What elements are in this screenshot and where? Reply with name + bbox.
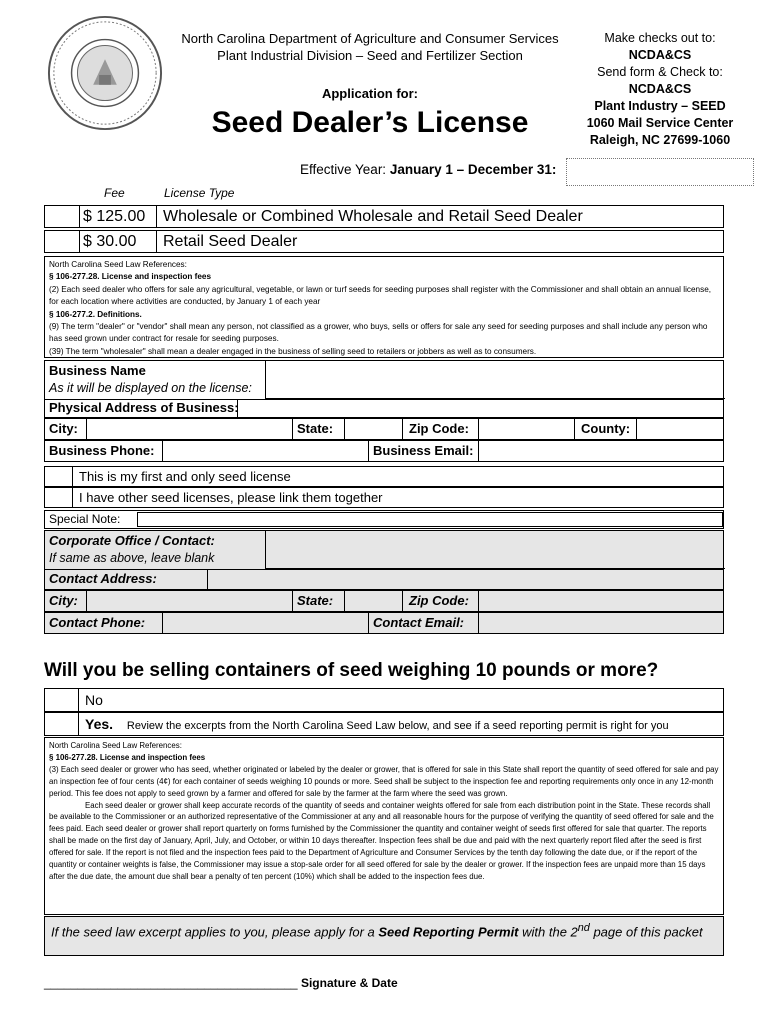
- corporate-contact-block: [44, 530, 724, 590]
- business-city-row: [44, 418, 724, 440]
- answer-no-row: [44, 688, 724, 712]
- state-input[interactable]: [345, 419, 403, 439]
- law-section: § 106-277.28. License and inspection fees: [49, 272, 212, 282]
- business-name-note: As it will be displayed on the license:: [49, 381, 252, 395]
- seed-law-references-2: [44, 737, 724, 915]
- license-type: Retail Seed Dealer: [163, 233, 298, 250]
- corporate-note: If same as above, leave blank: [49, 551, 215, 565]
- contact-address-input[interactable]: [207, 569, 725, 591]
- business-name-label: Business Name: [49, 363, 146, 378]
- business-email-input[interactable]: [479, 441, 725, 461]
- signature-line: [44, 976, 398, 990]
- first-license-label: This is my first and only seed license: [79, 469, 291, 484]
- permit-note: [44, 916, 724, 956]
- law-paragraph: (3) Each seed dealer or grower who has seed, whether originated or labeled by the dealer or grower, that is offered for sale in this State shall report the quantity of seed offered for sale and pay an inspection fee of four cents (4¢) for each container of seeds weighing 10 pounds or more. Seed shall be subject to the inspection fee and reporting requirements only once in any 12-month period. This fee does not apply to seed grown by a farmer and offered for sale by the farmer at the farm where the seed was grown.: [49, 764, 719, 798]
- law-heading: North Carolina Seed Law References:: [49, 260, 187, 269]
- contact-zip-label: Zip Code:: [403, 591, 479, 611]
- recipient-city: Raleigh, NC 27699-1060: [589, 133, 731, 147]
- contact-email-input[interactable]: [479, 613, 725, 633]
- contact-city-row: [44, 590, 724, 612]
- contact-phone-label: Contact Phone:: [45, 613, 163, 633]
- recipient-dept: Plant Industry – SEED: [594, 99, 726, 113]
- effective-year-input[interactable]: [566, 158, 754, 186]
- county-label: County:: [575, 419, 637, 439]
- division-name: Plant Industrial Division – Seed and Fertilizer Section: [217, 48, 523, 63]
- business-name-input[interactable]: [265, 361, 725, 399]
- business-email-label: Business Email:: [369, 441, 479, 461]
- law-paragraph: Each seed dealer or grower shall keep accurate records of the quantity of seeds and container weights offered for sale from each distribution point in the State. These records shall be available to the Commissioner or an authorized representative of the Commissioner at any and all reasonable hours for the purpose of verifying the quantity of seed offered for sale and the fees paid. Each seed dealer or grower shall report quarterly on forms furnished by the Commissioner the quantity and container weight of seeds first offered for sale that quarter. The reports shall be made on the first day of January, April, July, and October, or within 10 days thereafter. Inspection fees shall be due and paid with the next quarterly report filed after the seed is first offered for sale. If the report is not filed and the inspection fees paid to the Department of Agriculture and Consumer Services by the tenth day following the date due, or if the report of the quantity or container weights is false, the Commissioner may issue a stop-sale order for all seed offered for sale by the dealer or grower. If the inspection fees are unpaid more than 15 days after the due date, the amount due shall bear a penalty of ten percent (10%) which shall be added to the inspection fees due.: [49, 800, 714, 881]
- link-licenses-option: [44, 487, 724, 508]
- fee-amount: $ 30.00: [79, 231, 157, 252]
- department-name: North Carolina Department of Agriculture and Consumer Services: [181, 31, 559, 46]
- effective-year: [300, 162, 556, 177]
- retail-checkbox[interactable]: [45, 231, 80, 252]
- city-label: City:: [45, 419, 87, 439]
- business-phone-label: Business Phone:: [45, 441, 163, 461]
- ordinal-suffix: nd: [577, 922, 590, 934]
- city-input[interactable]: [87, 419, 293, 439]
- answer-yes-row: [44, 712, 724, 736]
- application-for-label: Application for:: [321, 86, 419, 101]
- ncda-seal-logo: [46, 14, 164, 132]
- contact-city-label: City:: [45, 591, 87, 611]
- contact-city-input[interactable]: [87, 591, 293, 611]
- law-paragraph: (39) The term "wholesaler" shall mean a dealer engaged in the business of selling seed to retailers or jobbers as well as to consumers.: [49, 346, 537, 356]
- send-label: Send form & Check to:: [597, 65, 723, 79]
- law-section: § 106-277.2. Definitions.: [49, 309, 142, 319]
- answer-no-checkbox[interactable]: [45, 689, 79, 711]
- payee: NCDA&CS: [628, 48, 692, 62]
- license-type-column-header: License Type: [164, 186, 235, 200]
- business-phone-row: [44, 440, 724, 462]
- page-title: Seed Dealer’s License: [211, 106, 529, 139]
- contact-state-input[interactable]: [345, 591, 403, 611]
- answer-yes-checkbox[interactable]: [45, 713, 79, 735]
- corporate-name-input[interactable]: [265, 531, 725, 569]
- department-header: [180, 30, 560, 64]
- permit-name: Seed Reporting Permit: [378, 924, 519, 940]
- fee-row-wholesale: [44, 205, 724, 228]
- seed-law-references: [44, 256, 724, 358]
- law-section: § 106-277.28. License and inspection fees: [49, 752, 206, 762]
- business-phone-input[interactable]: [163, 441, 369, 461]
- first-license-checkbox[interactable]: [45, 467, 73, 486]
- permit-note-text: page of this packet: [589, 924, 703, 940]
- effective-year-label: Effective Year:: [300, 162, 387, 177]
- answer-yes-note: Review the excerpts from the North Carolina Seed Law below, and see if a seed reporting permit is right for you: [126, 720, 669, 732]
- recipient: NCDA&CS: [628, 82, 692, 96]
- zip-input[interactable]: [479, 419, 575, 439]
- permit-note-text: with the 2: [518, 924, 578, 940]
- law-heading: North Carolina Seed Law References:: [49, 741, 182, 750]
- physical-address-label: Physical Address of Business:: [49, 400, 239, 415]
- physical-address-input[interactable]: [237, 399, 725, 419]
- fee-column-header: Fee: [104, 186, 125, 200]
- zip-label: Zip Code:: [403, 419, 479, 439]
- county-input[interactable]: [637, 419, 725, 439]
- answer-no-label: No: [85, 692, 103, 708]
- checks-label: Make checks out to:: [604, 31, 716, 45]
- special-note-row: [44, 510, 724, 529]
- special-note-label: Special Note:: [49, 512, 121, 526]
- link-licenses-checkbox[interactable]: [45, 488, 73, 507]
- corporate-title: Corporate Office / Contact:: [49, 533, 215, 548]
- fee-row-retail: [44, 230, 724, 253]
- containers-question: Will you be selling containers of seed weighing 10 pounds or more?: [44, 660, 659, 681]
- mailing-instructions: [560, 30, 760, 149]
- contact-address-label: Contact Address:: [49, 571, 157, 586]
- contact-email-label: Contact Email:: [369, 613, 479, 633]
- law-paragraph: (2) Each seed dealer who offers for sale any agricultural, vegetable, or lawn or turf seeds for seeding purposes shall register with the Commissioner and shall obtain an annual license, for each location where activities are conducted, by January 1 of each year: [49, 284, 712, 307]
- law-paragraph: (9) The term "dealer" or "vendor" shall mean any person, not classified as a grower, who buys, sells or offers for sale any seed for seeding purposes and shall include any person who has seed grown under contract for resale for seeding purposes.: [49, 322, 708, 344]
- fee-amount: $ 125.00: [79, 206, 157, 227]
- answer-yes-label: Yes.: [85, 716, 114, 732]
- state-label: State:: [293, 419, 345, 439]
- wholesale-checkbox[interactable]: [45, 206, 80, 227]
- effective-year-value: January 1 – December 31:: [389, 162, 557, 177]
- first-license-option: [44, 466, 724, 487]
- contact-state-label: State:: [293, 591, 345, 611]
- contact-phone-input[interactable]: [163, 613, 369, 633]
- contact-phone-row: [44, 612, 724, 634]
- signature-field[interactable]: ______________________________________: [44, 976, 298, 990]
- business-name-block: [44, 360, 724, 418]
- contact-zip-input[interactable]: [479, 591, 725, 611]
- link-licenses-label: I have other seed licenses, please link them together: [79, 490, 383, 505]
- special-note-input[interactable]: [137, 512, 723, 527]
- license-type: Wholesale or Combined Wholesale and Retail Seed Dealer: [163, 208, 583, 225]
- permit-note-text: If the seed law excerpt applies to you, please apply for a: [51, 924, 379, 940]
- signature-label: Signature & Date: [300, 976, 398, 990]
- recipient-address: 1060 Mail Service Center: [586, 116, 734, 130]
